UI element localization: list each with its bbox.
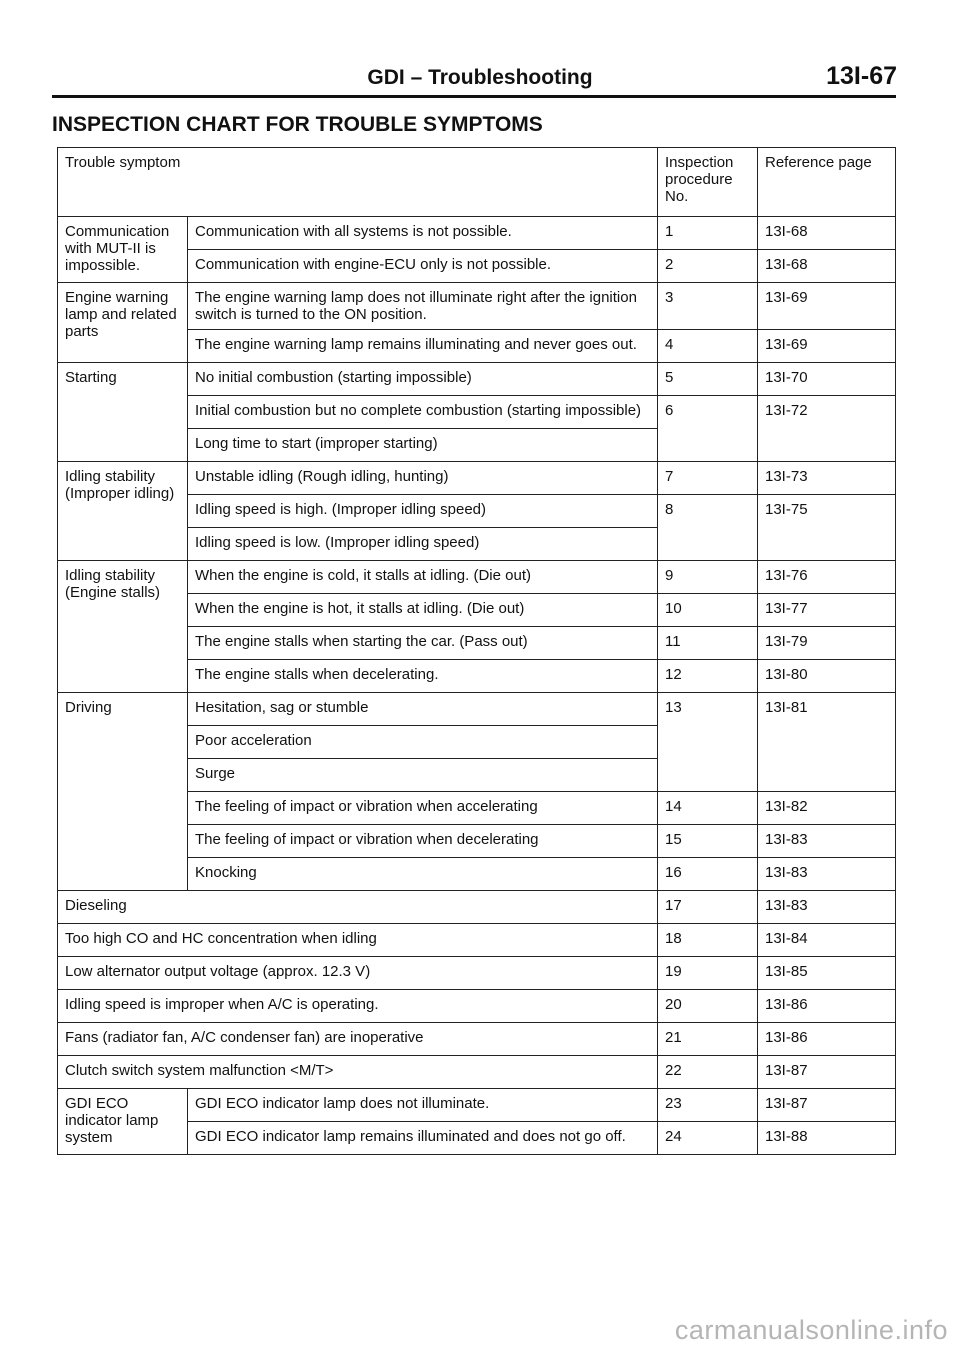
symptom-cell: When the engine is cold, it stalls at idling. (Die out) (188, 561, 658, 594)
reference-page-cell: 13I-69 (758, 330, 896, 363)
category-cell: GDI ECO indicator lamp system (58, 1089, 188, 1155)
page-number: 13I-67 (826, 62, 897, 90)
header-rule (52, 95, 896, 98)
symptom-cell: No initial combustion (starting impossible) (188, 363, 658, 396)
symptom-cell: Low alternator output voltage (approx. 12.3 V) (58, 957, 658, 990)
reference-page-cell: 13I-83 (758, 825, 896, 858)
procedure-no-cell: 5 (658, 363, 758, 396)
procedure-no-cell: 6 (658, 396, 758, 462)
reference-page-cell: 13I-73 (758, 462, 896, 495)
reference-page-cell: 13I-70 (758, 363, 896, 396)
reference-page-cell: 13I-82 (758, 792, 896, 825)
symptom-cell: Initial combustion but no complete combustion (starting impossible) (188, 396, 658, 429)
symptom-cell: Idling speed is improper when A/C is operating. (58, 990, 658, 1023)
symptom-cell: Fans (radiator fan, A/C condenser fan) are inoperative (58, 1023, 658, 1056)
procedure-no-cell: 20 (658, 990, 758, 1023)
symptom-cell: The engine warning lamp does not illuminate right after the ignition switch is turned to the ON position. (188, 283, 658, 330)
symptom-cell: The engine stalls when decelerating. (188, 660, 658, 693)
reference-page-cell: 13I-69 (758, 283, 896, 330)
procedure-no-cell: 4 (658, 330, 758, 363)
page-header-title: GDI – Troubleshooting (367, 66, 593, 89)
table-row (58, 957, 896, 990)
table-row (58, 462, 896, 495)
inspection-chart-table (57, 147, 896, 1155)
symptom-cell: Unstable idling (Rough idling, hunting) (188, 462, 658, 495)
procedure-no-cell: 9 (658, 561, 758, 594)
procedure-no-cell: 19 (658, 957, 758, 990)
procedure-no-cell: 7 (658, 462, 758, 495)
reference-page-cell: 13I-76 (758, 561, 896, 594)
procedure-no-cell: 16 (658, 858, 758, 891)
symptom-cell: Too high CO and HC concentration when idling (58, 924, 658, 957)
reference-page-cell: 13I-86 (758, 1023, 896, 1056)
symptom-cell: Clutch switch system malfunction <M/T> (58, 1056, 658, 1089)
symptom-cell: Long time to start (improper starting) (188, 429, 658, 462)
reference-page-cell: 13I-85 (758, 957, 896, 990)
reference-page-cell: 13I-80 (758, 660, 896, 693)
table-row (58, 891, 896, 924)
reference-page-cell: 13I-77 (758, 594, 896, 627)
procedure-no-cell: 24 (658, 1122, 758, 1155)
procedure-no-cell: 3 (658, 283, 758, 330)
reference-page-cell: 13I-68 (758, 217, 896, 250)
reference-page-cell: 13I-81 (758, 693, 896, 792)
reference-page-cell: 13I-75 (758, 495, 896, 561)
category-cell: Driving (58, 693, 188, 891)
section-title: INSPECTION CHART FOR TROUBLE SYMPTOMS (52, 113, 543, 136)
procedure-no-cell: 1 (658, 217, 758, 250)
table-row (58, 1023, 896, 1056)
procedure-no-cell: 23 (658, 1089, 758, 1122)
table-header-row (58, 148, 896, 217)
procedure-no-cell: 18 (658, 924, 758, 957)
procedure-no-cell: 13 (658, 693, 758, 792)
symptom-cell: Communication with engine-ECU only is not possible. (188, 250, 658, 283)
reference-page-cell: 13I-79 (758, 627, 896, 660)
category-cell: Starting (58, 363, 188, 462)
reference-page-cell: 13I-72 (758, 396, 896, 462)
procedure-no-cell: 15 (658, 825, 758, 858)
symptom-cell: Surge (188, 759, 658, 792)
reference-page-cell: 13I-83 (758, 858, 896, 891)
header-reference-page: Reference page (758, 148, 896, 217)
symptom-cell: Knocking (188, 858, 658, 891)
procedure-no-cell: 17 (658, 891, 758, 924)
table-row (58, 363, 896, 396)
header-trouble-symptom: Trouble symptom (58, 148, 658, 217)
symptom-cell: Hesitation, sag or stumble (188, 693, 658, 726)
reference-page-cell: 13I-87 (758, 1089, 896, 1122)
procedure-no-cell: 2 (658, 250, 758, 283)
watermark: carmanualsonline.info (674, 1315, 948, 1345)
reference-page-cell: 13I-84 (758, 924, 896, 957)
category-cell: Communication with MUT-II is impossible. (58, 217, 188, 283)
symptom-cell: The engine stalls when starting the car. (Pass out) (188, 627, 658, 660)
table-row (58, 990, 896, 1023)
symptom-cell: GDI ECO indicator lamp does not illuminate. (188, 1089, 658, 1122)
table-row (58, 693, 896, 726)
procedure-no-cell: 8 (658, 495, 758, 561)
procedure-no-cell: 14 (658, 792, 758, 825)
symptom-cell: When the engine is hot, it stalls at idling. (Die out) (188, 594, 658, 627)
header-inspection-procedure: Inspection procedure No. (658, 148, 758, 217)
procedure-no-cell: 10 (658, 594, 758, 627)
symptom-cell: Communication with all systems is not possible. (188, 217, 658, 250)
category-cell: Idling stability (Engine stalls) (58, 561, 188, 693)
table-row (58, 283, 896, 330)
category-cell: Idling stability (Improper idling) (58, 462, 188, 561)
symptom-cell: GDI ECO indicator lamp remains illuminated and does not go off. (188, 1122, 658, 1155)
symptom-cell: The feeling of impact or vibration when decelerating (188, 825, 658, 858)
table-row (58, 561, 896, 594)
reference-page-cell: 13I-83 (758, 891, 896, 924)
symptom-cell: Poor acceleration (188, 726, 658, 759)
reference-page-cell: 13I-68 (758, 250, 896, 283)
table-row (58, 924, 896, 957)
table-row (58, 1056, 896, 1089)
table-row (58, 1089, 896, 1122)
procedure-no-cell: 11 (658, 627, 758, 660)
symptom-cell: Dieseling (58, 891, 658, 924)
procedure-no-cell: 21 (658, 1023, 758, 1056)
reference-page-cell: 13I-88 (758, 1122, 896, 1155)
symptom-cell: The feeling of impact or vibration when accelerating (188, 792, 658, 825)
category-cell: Engine warning lamp and related parts (58, 283, 188, 363)
symptom-cell: Idling speed is high. (Improper idling speed) (188, 495, 658, 528)
symptom-cell: The engine warning lamp remains illuminating and never goes out. (188, 330, 658, 363)
table-row (58, 217, 896, 250)
inspection-chart-body (58, 148, 896, 1155)
procedure-no-cell: 12 (658, 660, 758, 693)
procedure-no-cell: 22 (658, 1056, 758, 1089)
reference-page-cell: 13I-86 (758, 990, 896, 1023)
symptom-cell: Idling speed is low. (Improper idling speed) (188, 528, 658, 561)
reference-page-cell: 13I-87 (758, 1056, 896, 1089)
